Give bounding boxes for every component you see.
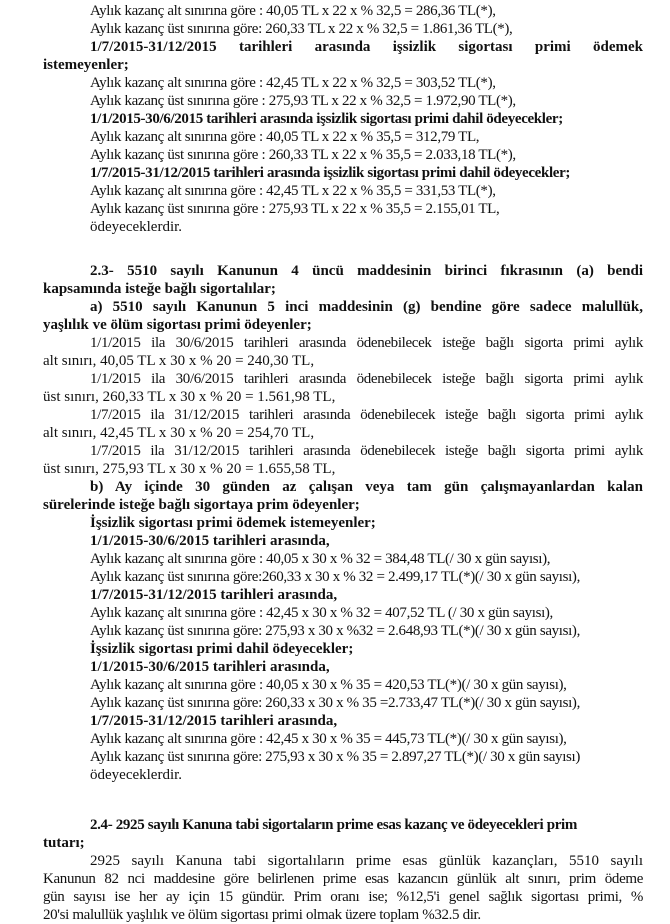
text-line: Aylık kazanç üst sınırına göre:260,33 x 30 x % 32 = 2.499,17 TL(*)(/ 30 x gün sayısı), xyxy=(90,569,580,585)
text-line: Aylık kazanç üst sınırına göre: 275,93 x 30 x % 35 = 2.897,27 TL(*)(/ 30 x gün sayısı) xyxy=(90,749,580,765)
text-line: üst sınırı, 275,93 TL x 30 x % 20 = 1.655,58 TL, xyxy=(43,461,336,477)
text-line: ödeyeceklerdir. xyxy=(90,767,183,783)
subheading: 1/1/2015-30/6/2015 tarihleri arasında işsizlik sigortası primi dahil ödeyecekler; xyxy=(90,111,563,127)
subheading: İşsizlik sigortası primi dahil ödeyecekler; xyxy=(90,641,354,657)
text-line: Aylık kazanç üst sınırına göre : 275,93 TL x 22 x % 35,5 = 2.155,01 TL, xyxy=(90,201,500,217)
text-line: 20'si malullük yaşlılık ve ölüm sigortası primi olmak üzere toplam %32.5 dir. xyxy=(43,907,481,923)
subheading: 1/1/2015-30/6/2015 tarihleri arasında, xyxy=(90,533,330,549)
text-line: Aylık kazanç alt sınırına göre : 42,45 x 30 x % 32 = 407,52 TL (/ 30 x gün sayısı), xyxy=(90,605,553,621)
text-line: 1/1/2015 ila 30/6/2015 tarihleri arasında ödenebilecek isteğe bağlı sigorta primi aylık xyxy=(90,335,643,351)
subheading: 1/1/2015-30/6/2015 tarihleri arasında, xyxy=(90,659,330,675)
subheading: istemeyenler; xyxy=(43,57,129,73)
text-line: Aylık kazanç alt sınırına göre : 40,05 x 30 x % 32 = 384,48 TL(/ 30 x gün sayısı), xyxy=(90,551,551,567)
text-line: Aylık kazanç üst sınırına göre: 260,33 TL x 22 x % 32,5 = 1.861,36 TL(*), xyxy=(90,21,513,37)
text-line: Aylık kazanç alt sınırına göre : 40,05 TL x 22 x % 35,5 = 312,79 TL, xyxy=(90,129,480,145)
text-line: Aylık kazanç üst sınırına göre: 260,33 x 30 x % 35 =2.733,47 TL(*)(/ 30 x gün sayısı), xyxy=(90,695,580,711)
section-heading: 2.4- 2925 sayılı Kanuna tabi sigortaların prime esas kazanç ve ödeyecekleri prim xyxy=(90,817,577,833)
text-line: Aylık kazanç üst sınırına göre: 275,93 x 30 x %32 = 2.648,93 TL(*)(/ 30 x gün sayısı), xyxy=(90,623,580,639)
text-line: Aylık kazanç alt sınırına göre : 42,45 x 30 x % 35 = 445,73 TL(*)(/ 30 x gün sayısı), xyxy=(90,731,567,747)
subheading: sürelerinde isteğe bağlı sigortaya prim ödeyenler; xyxy=(43,497,360,513)
text-line: gün sayısı ise her ay için 15 gündür. Prim oranı ise; %12,5'i genel sağlık sigortası primi, % xyxy=(43,889,643,905)
text-line: Aylık kazanç alt sınırına göre : 42,45 TL x 22 x % 35,5 = 331,53 TL(*), xyxy=(90,183,496,199)
subheading: İşsizlik sigortası primi ödemek istemeyenler; xyxy=(90,515,376,531)
subheading: b) Ay içinde 30 günden az çalışan veya tam gün çalışmayanlardan kalan xyxy=(90,479,643,495)
text-line: 1/7/2015 ila 31/12/2015 tarihleri arasında ödenebilecek isteğe bağlı sigorta primi aylık xyxy=(90,443,643,459)
subheading: a) 5510 sayılı Kanunun 5 inci maddesinin (g) bendine göre sadece malullük, xyxy=(90,299,643,315)
section-heading: tutarı; xyxy=(43,835,85,851)
text-line: 1/7/2015 ila 31/12/2015 tarihleri arasında ödenebilecek isteğe bağlı sigorta primi aylık xyxy=(90,407,643,423)
text-line: Kanunun 82 nci maddesine göre belirlenen prime esas kazancın günlük alt sınırı, prim ödeme xyxy=(43,871,643,887)
subheading: 1/7/2015-31/12/2015 tarihleri arasında, xyxy=(90,713,338,729)
subheading: 1/7/2015-31/12/2015 tarihleri arasında işsizlik sigortası primi dahil ödeyecekler; xyxy=(90,165,571,181)
text-line: Aylık kazanç üst sınırına göre : 275,93 TL x 22 x % 32,5 = 1.972,90 TL(*), xyxy=(90,93,516,109)
text-line: alt sınırı, 40,05 TL x 30 x % 20 = 240,30 TL, xyxy=(43,353,315,369)
text-line: ödeyeceklerdir. xyxy=(90,219,183,235)
text-line: 1/1/2015 ila 30/6/2015 tarihleri arasında ödenebilecek isteğe bağlı sigorta primi aylık xyxy=(90,371,643,387)
text-line: alt sınırı, 42,45 TL x 30 x % 20 = 254,70 TL, xyxy=(43,425,315,441)
subheading: yaşlılık ve ölüm sigortası primi ödeyenler; xyxy=(43,317,312,333)
text-line: 2925 sayılı Kanuna tabi sigortalıların prime esas günlük kazançları, 5510 sayılı xyxy=(90,853,643,869)
section-heading: 2.3- 5510 sayılı Kanunun 4 üncü maddesinin birinci fıkrasının (a) bendi xyxy=(90,263,643,279)
section-heading: kapsamında isteğe bağlı sigortalılar; xyxy=(43,281,276,297)
text-line: Aylık kazanç alt sınırına göre : 40,05 x 30 x % 35 = 420,53 TL(*)(/ 30 x gün sayısı), xyxy=(90,677,567,693)
text-line: Aylık kazanç alt sınırına göre : 40,05 TL x 22 x % 32,5 = 286,36 TL(*), xyxy=(90,3,496,19)
text-line: Aylık kazanç alt sınırına göre : 42,45 TL x 22 x % 32,5 = 303,52 TL(*), xyxy=(90,75,496,91)
text-line: üst sınırı, 260,33 TL x 30 x % 20 = 1.561,98 TL, xyxy=(43,389,336,405)
subheading: 1/7/2015-31/12/2015 tarihleri arasında, xyxy=(90,587,338,603)
subheading: 1/7/2015-31/12/2015 tarihleri arasında işsizlik sigortası primi ödemek xyxy=(90,39,643,55)
text-line: Aylık kazanç üst sınırına göre : 260,33 TL x 22 x % 35,5 = 2.033,18 TL(*), xyxy=(90,147,516,163)
